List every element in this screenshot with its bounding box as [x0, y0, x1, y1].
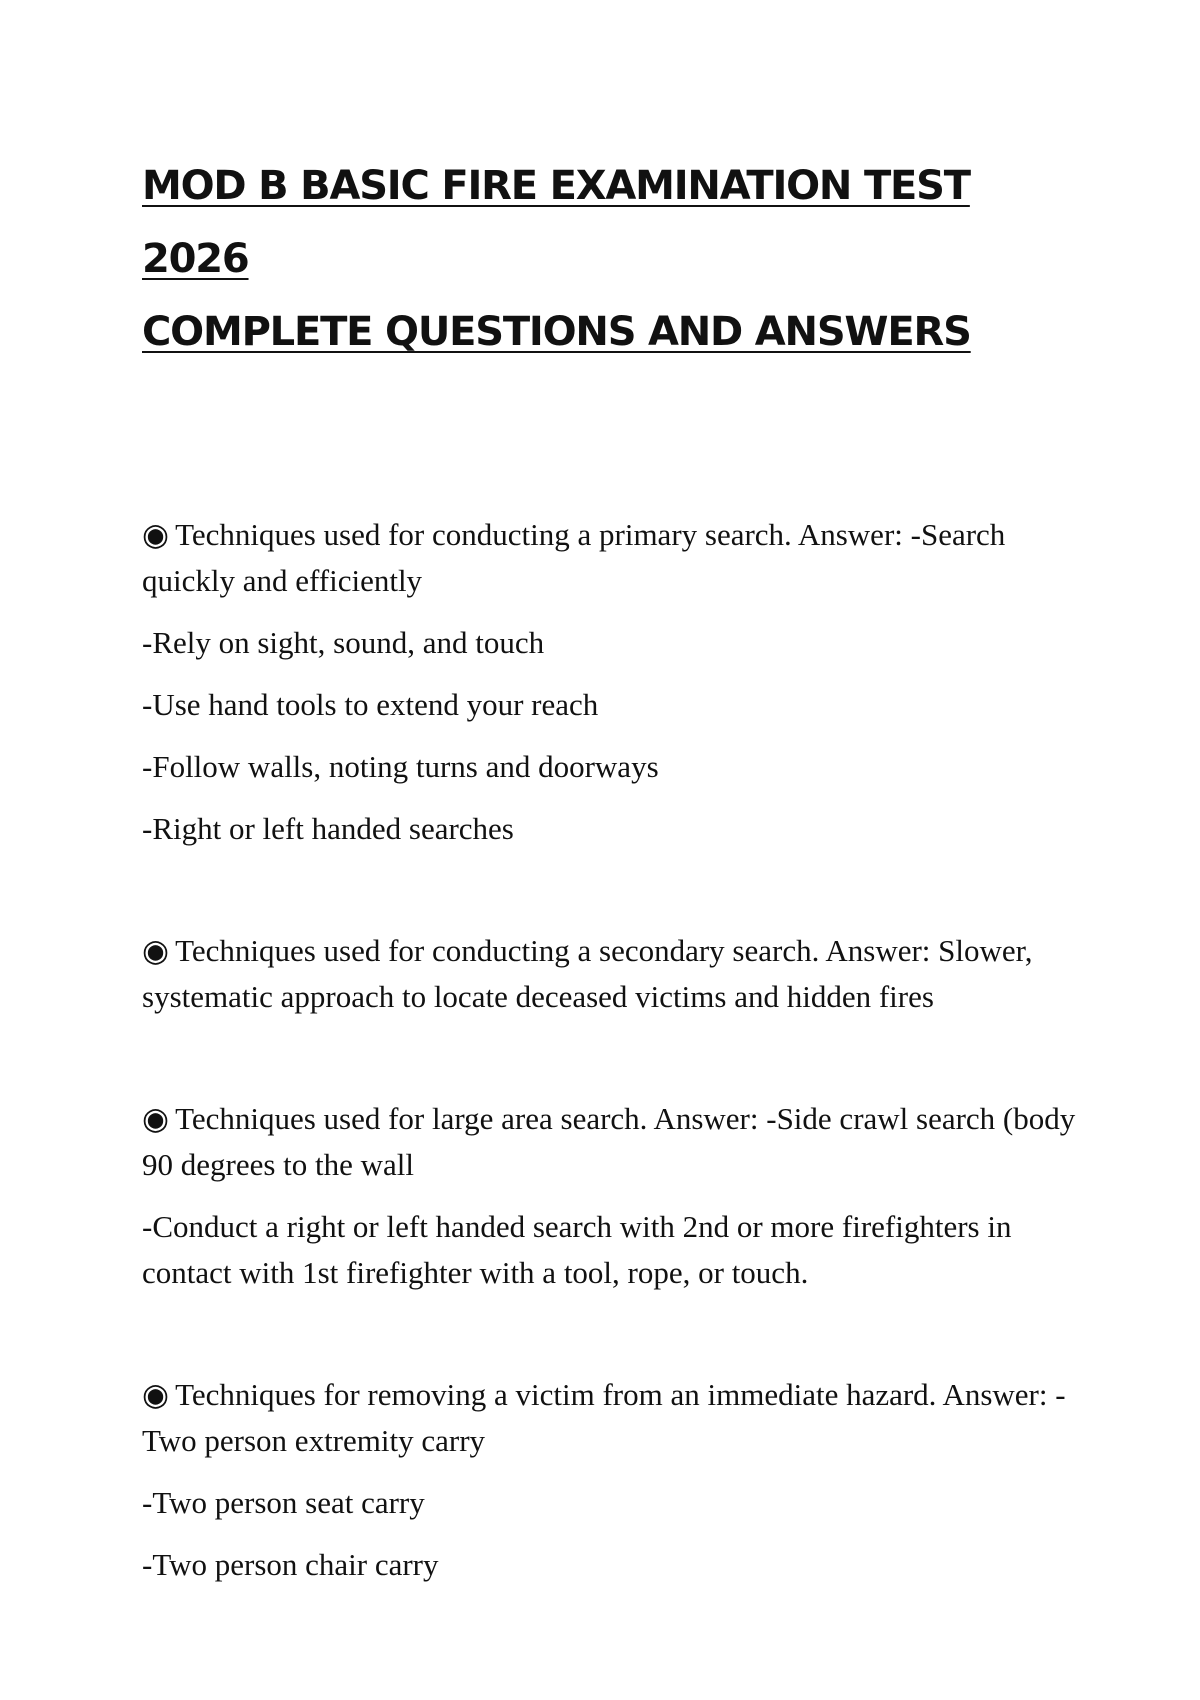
radio-bullet-icon: ◉	[142, 933, 170, 968]
qa-item-large-area-search	[142, 1096, 1080, 1296]
document-title	[142, 150, 1080, 369]
radio-bullet-icon: ◉	[142, 1377, 170, 1412]
question-text: ◉ Techniques used for conducting a secondary search. Answer: Slower, systematic approach to locate deceased victims and hidden fires	[142, 933, 1033, 1014]
question-text: ◉ Techniques used for conducting a primary search. Answer: -Search quickly and efficiently	[142, 517, 1006, 598]
radio-bullet-icon: ◉	[142, 1101, 170, 1136]
title-line-1: MOD B BASIC FIRE EXAMINATION TEST 2026	[142, 163, 970, 282]
qa-list	[142, 512, 1080, 1588]
radio-bullet-icon: ◉	[142, 517, 170, 552]
question-text: ◉ Techniques for removing a victim from an immediate hazard. Answer: -Two person extremity carry	[142, 1377, 1066, 1458]
answer-line: -Two person seat carry	[142, 1485, 425, 1520]
qa-item-primary-search	[142, 512, 1080, 852]
qa-item-victim-removal	[142, 1372, 1080, 1588]
title-line-2: COMPLETE QUESTIONS AND ANSWERS	[142, 309, 971, 355]
question-text: ◉ Techniques used for large area search. Answer: -Side crawl search (body 90 degrees to the wall	[142, 1101, 1076, 1182]
answer-line: -Use hand tools to extend your reach	[142, 687, 599, 722]
answer-line: -Follow walls, noting turns and doorways	[142, 749, 659, 784]
answer-line: -Two person chair carry	[142, 1547, 439, 1582]
qa-item-secondary-search	[142, 928, 1080, 1020]
answer-line: -Right or left handed searches	[142, 811, 514, 846]
answer-line: -Rely on sight, sound, and touch	[142, 625, 545, 660]
answer-line: -Conduct a right or left handed search with 2nd or more firefighters in contact with 1st firefighter with a tool, rope, or touch.	[142, 1209, 1012, 1290]
